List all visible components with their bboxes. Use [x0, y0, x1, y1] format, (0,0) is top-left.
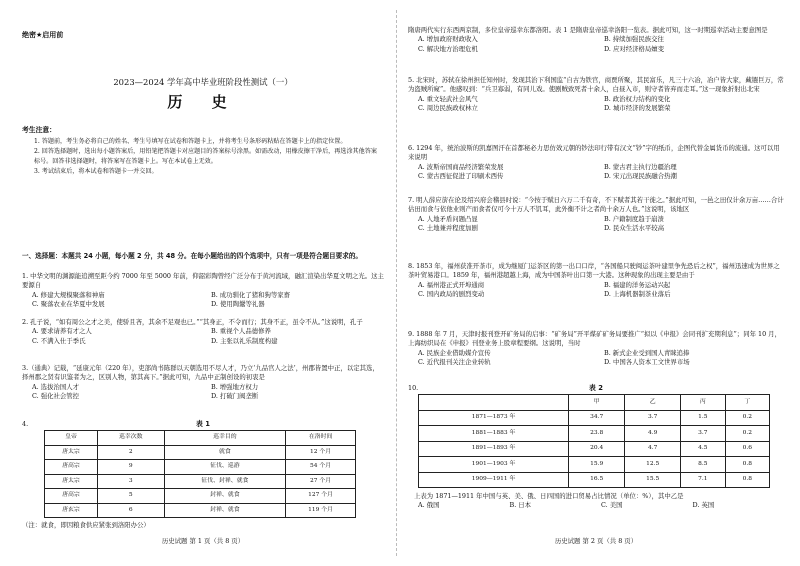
page-footer: 历史试题 第 1 页（共 8 页） — [161, 536, 245, 545]
table-cell: 就食 — [164, 445, 286, 460]
option-a[interactable]: A. 俄国 — [418, 501, 440, 510]
section-heading: 一、选择题：本题共 24 小题，每小题 2 分，共 48 分。在每小题给出的四个选项中，只有一项是符合题目要求的。 — [22, 252, 363, 260]
table-cell: 唐高宗 — [45, 460, 98, 475]
option-b[interactable]: B. 新式企业受到国人青睐追捧 — [604, 348, 690, 357]
table-header: 甲 — [569, 395, 625, 411]
option-d[interactable]: D. 应对经济格局嬗变 — [604, 44, 665, 53]
option-b[interactable]: B. 福建的洋务运动兴起 — [604, 280, 671, 289]
option-a[interactable]: A. 重文轻武社会风气 — [418, 94, 478, 103]
table-cell: 4.7 — [625, 441, 681, 457]
table-caption: 表 2 — [589, 384, 603, 392]
question-stem: 隋唐两代实行东西两京制，多位皇帝巡幸东都洛阳。表 1 是隋唐皇帝巡幸洛阳一览表。据此可知，这一时期巡幸活动主要意图是 — [408, 26, 768, 34]
options — [408, 95, 784, 114]
option-b[interactable]: B. 日本 — [509, 501, 532, 510]
table-cell: 0.6 — [725, 441, 769, 457]
question-5 — [408, 76, 784, 113]
subject-title: 历 史 — [167, 93, 239, 111]
table-cell: 23.8 — [569, 426, 625, 442]
table-cell: 6 — [97, 503, 164, 518]
table-cell: 4.5 — [681, 441, 725, 457]
table-cell: 2 — [97, 445, 164, 460]
option-c[interactable]: C. 土地兼并程度加剧 — [418, 223, 478, 232]
option-c[interactable]: C. 近代报刊关注企业转轨 — [418, 357, 491, 366]
table-row — [419, 457, 770, 473]
question-4 — [22, 420, 384, 530]
options — [408, 35, 784, 54]
option-b[interactable]: B. 户籍制度趋于崩溃 — [604, 214, 664, 223]
left-page — [22, 0, 384, 566]
table-cell: 5 — [97, 489, 164, 504]
options — [22, 383, 384, 402]
option-a[interactable]: A. 增加政府财政收入 — [418, 35, 478, 44]
question-stem: 9. 1888 年 7 月，天津时报刊登开矿务局的启事：“矿务局”开平煤矿矿务局要推广“拟以《申报》会同刊扩充期利息”；同年 10 月，上海纺织局在《申报》刊登业务上股章程要纲。这说明，当时 — [408, 330, 781, 348]
question-9 — [408, 330, 784, 367]
option-b[interactable]: B. 政治权力结构的变化 — [604, 94, 671, 103]
option-c[interactable]: C. 蒙古西征促进了印刷术西传 — [418, 171, 504, 180]
table-row — [419, 441, 770, 457]
table-cell: 1881—1883 年 — [419, 426, 569, 442]
table-cell: 唐高宗 — [45, 489, 98, 504]
table-header: 丙 — [681, 395, 725, 411]
option-a[interactable]: A. 要求请养有才之人 — [32, 327, 92, 336]
table-1 — [44, 430, 356, 518]
table-cell: 12 个月 — [286, 445, 356, 460]
table-cell: 1.5 — [681, 410, 725, 426]
table-cell: 1909—1911 年 — [419, 472, 569, 488]
option-a[interactable]: A. 人地矛盾问题凸显 — [418, 214, 478, 223]
table-cell: 3 — [97, 474, 164, 489]
table-caption: 表 1 — [196, 420, 210, 428]
table-cell: 27 个月 — [286, 474, 356, 489]
table-header: 巡幸目的 — [164, 431, 286, 446]
table-2 — [418, 394, 770, 488]
option-b[interactable]: B. 增强地方权力 — [211, 382, 259, 391]
table-row — [419, 410, 770, 426]
table-header: 丁 — [725, 395, 769, 411]
table-cell: 封禅、就食 — [164, 503, 286, 518]
table-cell: 119 个月 — [286, 503, 356, 518]
table-cell: 征伐、巡游 — [164, 460, 286, 475]
notice-item: 3. 考试结束后，将本试卷和答题卡一并交回。 — [34, 168, 158, 176]
table-cell: 3.7 — [625, 410, 681, 426]
question-stem: 3.（通典）记载，“延康元年（220 年），吏部尚书陈群以天朝选用不尽人才，乃立‘九品官人之法’，州郡皆置中正，以定其选，择州郡之贤有识鉴者为之，区别人物，第其高下。”据此可知，九品中正制创设的初衷是 — [22, 364, 379, 382]
table-cell: 4.9 — [625, 426, 681, 442]
option-d[interactable]: D. 宋元出现民族融合热潮 — [604, 171, 677, 180]
option-b[interactable]: B. 重视个人品德修养 — [211, 327, 271, 336]
question-stem: 8. 1853 年，福州获准开茶市，成为继厦门运茶区的第一出口口岸，“各国船只驶闽运茶叶建里争先恐后之权”，福州迅速成为世界之茶叶贸易港口。1859 年，福州港超越上海，成为中国茶叶出口第一大港。这种现象的出现主要是由于 — [408, 262, 780, 280]
table-header: 皇帝 — [45, 431, 98, 446]
options — [408, 163, 784, 182]
table-header: 巡幸次数 — [97, 431, 164, 446]
option-b[interactable]: B. 蒙古君主执行边疆治理 — [604, 162, 677, 171]
table-cell: 15.9 — [569, 457, 625, 473]
option-a[interactable]: A. 民族企业借助媒介宣传 — [418, 348, 491, 357]
option-b[interactable]: B. 成功驯化了猪和狗等家畜 — [211, 290, 291, 299]
exam-title: 2023—2024 学年高中毕业班阶段性测试（一） — [113, 77, 293, 87]
table-cell: 9 — [97, 460, 164, 475]
question-2 — [22, 318, 384, 346]
table-cell: 唐太宗 — [45, 445, 98, 460]
table-cell: 0.2 — [725, 426, 769, 442]
question-6 — [408, 144, 784, 181]
question-stem: 1. 中华文明的渊源能追溯至距今约 7000 年至 5000 年前，仰韶彩陶曾经广泛分布于黄河流域，融汇渲染出华夏文明之光。这主要源自 — [22, 272, 384, 290]
question-8 — [408, 262, 784, 299]
option-d[interactable]: D. 上海机器制茶业落后 — [604, 289, 671, 298]
option-c[interactable]: C. 强化社会管控 — [32, 391, 80, 400]
notice-item: 2. 回答选择题时，选出每小题答案后，用铅笔把答题卡对应题目的答案标号涂黑。如需改动，用橡皮擦干净后，再选涂其他答案标号。回答非选择题时，将答案写在答题卡上。写在本试卷上无效。 — [34, 148, 377, 165]
table-row — [419, 472, 770, 488]
table-cell: 唐太宗 — [45, 474, 98, 489]
right-page — [408, 0, 784, 566]
options — [408, 349, 784, 368]
option-d[interactable]: D. 城市经济的发展繁荣 — [604, 103, 671, 112]
option-c[interactable]: C. 国内政局的剧烈变动 — [418, 289, 485, 298]
option-a[interactable]: A. 波斯帝国商品经济繁荣发展 — [418, 162, 504, 171]
options — [408, 501, 784, 510]
option-b[interactable]: B. 持续加强民族交往 — [604, 35, 664, 44]
table-row — [45, 460, 356, 475]
option-d[interactable]: D. 使用陶鬶等礼器 — [211, 299, 265, 308]
options — [408, 215, 784, 234]
option-d[interactable]: D. 打破门阀垄断 — [211, 391, 259, 400]
option-c[interactable]: C. 周边民族政权林立 — [418, 103, 478, 112]
question-4-continued — [408, 26, 784, 54]
table-cell: 0.8 — [725, 457, 769, 473]
table-header: 在洛时间 — [286, 431, 356, 446]
option-d[interactable]: D. 英国 — [692, 501, 715, 510]
notice-item: 1. 答题前，考生务必将自己的姓名、考生号填写在试卷和答题卡上，并将考生号条形码粘贴在答题卡上的指定位置。 — [34, 138, 347, 145]
question-stem: 6. 1294 年，统治波斯的凯嘉图汗在首都秘必力思仿效元朝的钞法印行带有汉文“钞”字的纸币，企图代替金属货币的流通。这可以用来说明 — [408, 144, 780, 162]
table-header — [419, 395, 569, 411]
table-cell: 34.7 — [569, 410, 625, 426]
table-cell: 0.8 — [725, 472, 769, 488]
option-d[interactable]: D. 民众生活水平较高 — [604, 223, 665, 232]
table-cell: 1871—1873 年 — [419, 410, 569, 426]
table-cell: 127 个月 — [286, 489, 356, 504]
notice-list — [34, 137, 379, 178]
table-row — [45, 503, 356, 518]
notice-heading: 考生注意： — [22, 126, 56, 134]
options — [408, 281, 784, 300]
question-stem: 上表为 1871—1911 年中国与英、美、俄、日四国的进口贸易占比情况（单位：%），其中乙是 — [414, 492, 684, 500]
option-a[interactable]: A. 修建大规模聚落和神庙 — [32, 290, 105, 299]
option-c[interactable]: C. 解决地方治理危机 — [418, 44, 478, 53]
option-c[interactable]: C. 美国 — [601, 501, 623, 510]
option-c[interactable]: C. 不满入仕于季氏 — [32, 336, 86, 345]
table-header: 乙 — [625, 395, 681, 411]
question-number: 10. — [408, 384, 419, 392]
table-header-row — [45, 431, 356, 446]
question-stem: 2. 孔子说，“如有周公之才之美，使骄且吝，其余不足观也已。”“其身正，不令而行；其身不正，虽令不从。”这说明，孔子 — [22, 318, 363, 326]
table-row — [45, 445, 356, 460]
table-cell: 20.4 — [569, 441, 625, 457]
table-row — [45, 489, 356, 504]
table-cell: 征伐、封禅、就食 — [164, 474, 286, 489]
option-a[interactable]: A. 福州港正式开埠通商 — [418, 280, 485, 289]
table-note: （注：就食，即因粮食供应紧张到洛阳办公） — [22, 521, 150, 529]
option-a[interactable]: A. 选拔治国人才 — [32, 382, 80, 391]
question-stem: 7. 明人薛应旂在论及绍兴府会稽县时说：“今按于赋日六万二千有奇，不下赋者其若干徙之。”据此可知，一邑之田仅计余万亩……合计估田而食与依他业则产而食者仅可今十万人不饥耳，此外衡不计之者尚十余万人也。”这说明，该地区 — [408, 196, 784, 214]
table-cell: 1891—1893 年 — [419, 441, 569, 457]
table-row — [419, 426, 770, 442]
question-stem: 5. 北宋时，苏轼在徐州担任知州时，发现其治下利国监“自古为铁官，商贾所聚，其民富乐，凡三十六冶，冶户皆大家，藏镪巨万，常为盗贼所窥”。他感叹到：“兵卫寡弱，有同儿戏。使剧贼致死者十余人，白昼入市，则守者皆弃而走耳。”这一现象折射出北宋 — [408, 76, 784, 94]
table-cell: 8.5 — [681, 457, 725, 473]
page-footer: 历史试题 第 2 页（共 8 页） — [554, 536, 638, 545]
table-cell: 1901—1903 年 — [419, 457, 569, 473]
question-3 — [22, 364, 384, 401]
table-cell: 54 个月 — [286, 460, 356, 475]
secret-label: 绝密★启用前 — [22, 31, 64, 39]
table-cell: 15.5 — [625, 472, 681, 488]
question-number: 4. — [22, 420, 29, 428]
question-7 — [408, 196, 784, 233]
option-d[interactable]: D. 主张以礼乐制度构建 — [211, 336, 278, 345]
table-cell: 3.7 — [681, 426, 725, 442]
table-cell: 封禅、就食 — [164, 489, 286, 504]
page-divider — [396, 10, 397, 556]
option-c[interactable]: C. 聚落农业在华夏中发展 — [32, 299, 105, 308]
option-d[interactable]: D. 中国各人资本工文世界市场 — [604, 357, 690, 366]
table-header-row — [419, 395, 770, 411]
table-cell: 16.5 — [569, 472, 625, 488]
options — [22, 327, 384, 346]
question-10 — [408, 384, 784, 511]
table-cell: 唐玄宗 — [45, 503, 98, 518]
table-cell: 0.2 — [725, 410, 769, 426]
table-cell: 12.5 — [625, 457, 681, 473]
table-cell: 7.1 — [681, 472, 725, 488]
question-1 — [22, 272, 384, 309]
table-row — [45, 474, 356, 489]
options — [22, 291, 384, 310]
